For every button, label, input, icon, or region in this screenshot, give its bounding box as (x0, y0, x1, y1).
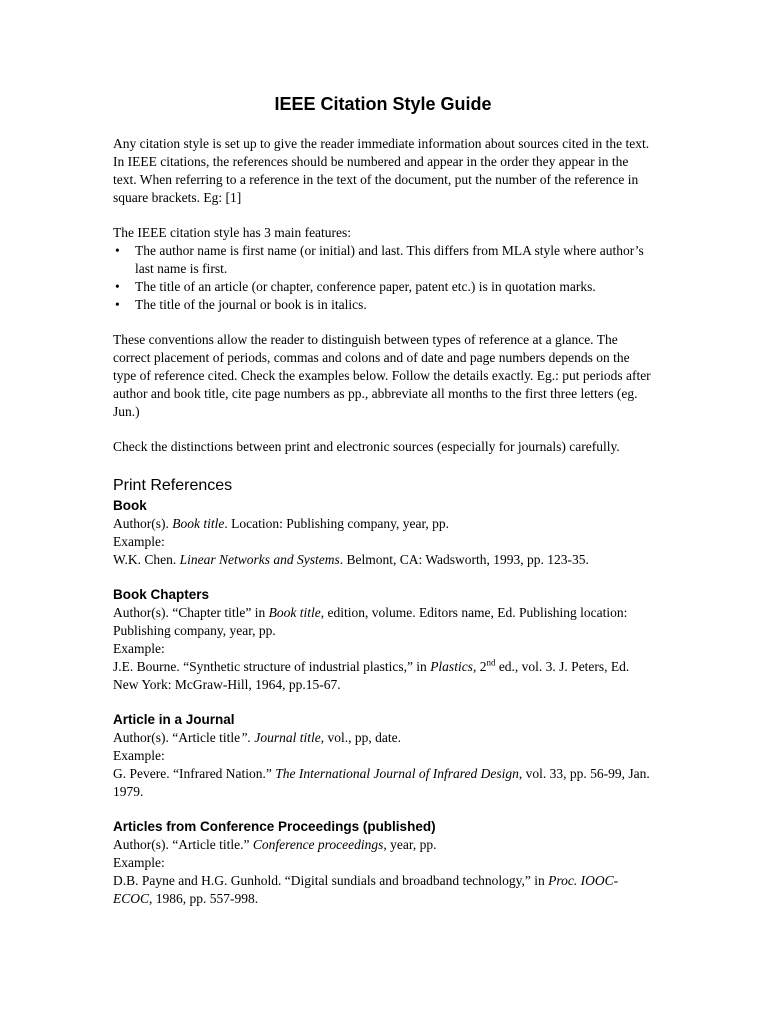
book-example: W.K. Chen. Linear Networks and Systems. Belmont, CA: Wadsworth, 1993, pp. 123-35. (113, 552, 589, 567)
conference-heading: Articles from Conference Proceedings (published) (113, 819, 436, 834)
features-list (113, 242, 653, 314)
page-title: IEEE Citation Style Guide (274, 94, 492, 114)
journal-article-section (113, 711, 653, 801)
feature-text: The title of the journal or book is in italics. (135, 297, 367, 312)
book-chapters-format: Author(s). “Chapter title” in Book title, edition, volume. Editors name, Ed. Publishing location: Publishing company, year, pp. (113, 605, 628, 638)
feature-text: The title of an article (or chapter, conference paper, patent etc.) is in quotation marks. (135, 279, 596, 294)
bullet-icon: • (115, 297, 120, 312)
book-chapters-heading: Book Chapters (113, 587, 210, 602)
journal-article-heading: Article in a Journal (113, 712, 235, 727)
print-references-heading: Print References (113, 477, 233, 494)
book-chapters-section (113, 586, 653, 694)
bullet-icon: • (115, 279, 120, 294)
example-label: Example: (113, 641, 165, 656)
conference-example: D.B. Payne and H.G. Gunhold. “Digital sundials and broadband technology,” in Proc. IOOC-ECOC, 1986, pp. 557-998. (113, 873, 619, 906)
book-chapters-example: J.E. Bourne. “Synthetic structure of industrial plastics,” in Plastics, 2nd ed., vol. 3. J. Peters, Ed. New York: McGraw-Hill, 1964, pp.15-67. (113, 657, 630, 692)
conventions-paragraph: These conventions allow the reader to distinguish between types of reference at a glance. The correct placement of periods, commas and colons and of date and page numbers depends on the type of reference cited. Check the examples below. Follow the details exactly. Eg.: put periods after author and book title, cite page numbers as pp., abbreviate all months to the first three letters (eg. Jun.) (113, 332, 651, 419)
example-label: Example: (113, 855, 165, 870)
conference-format: Author(s). “Article title.” Conference proceedings, year, pp. (113, 837, 437, 852)
journal-article-format: Author(s). “Article title”. Journal title, vol., pp, date. (113, 730, 401, 745)
feature-text: The author name is first name (or initial) and last. This differs from MLA style where author’s last name is first. (135, 243, 644, 276)
list-item (113, 278, 653, 296)
example-label: Example: (113, 748, 165, 763)
list-item (113, 242, 653, 278)
list-item (113, 296, 653, 314)
bullet-icon: • (115, 243, 120, 258)
intro-paragraph: Any citation style is set up to give the reader immediate information about sources cited in the text. In IEEE citations, the references should be numbered and appear in the order they appear in the text. When referring to a reference in the text of the document, put the number of the reference in square brackets. Eg: [1] (113, 136, 650, 205)
document-content (113, 92, 653, 925)
book-heading: Book (113, 498, 147, 513)
example-label: Example: (113, 534, 165, 549)
distinctions-paragraph: Check the distinctions between print and electronic sources (especially for journals) carefully. (113, 439, 620, 454)
book-format: Author(s). Book title. Location: Publishing company, year, pp. (113, 516, 450, 531)
book-section (113, 497, 653, 569)
journal-article-example: G. Pevere. “Infrared Nation.” The International Journal of Infrared Design, vol. 33, pp. 56-99, Jan. 1979. (113, 766, 650, 799)
features-intro: The IEEE citation style has 3 main features: (113, 225, 352, 240)
conference-section (113, 818, 653, 908)
